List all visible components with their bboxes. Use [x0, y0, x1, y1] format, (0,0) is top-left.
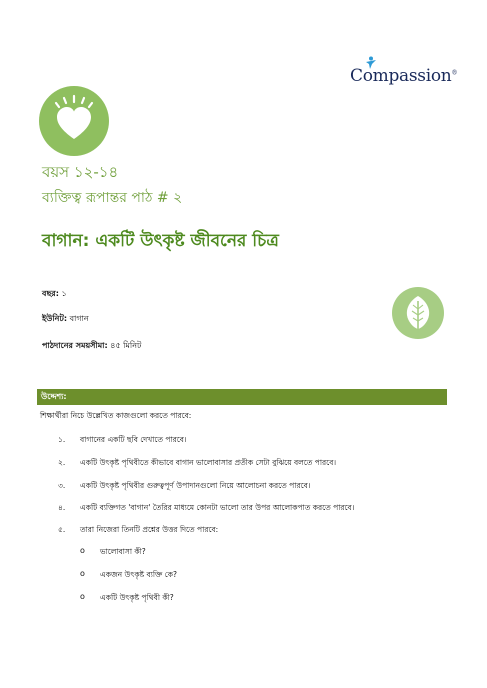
meta-year [42, 288, 67, 301]
objectives-header [37, 389, 447, 405]
objectives-intro: শিক্ষার্থীরা নিচে উল্লেখিত কাজগুলো করতে পারবে: [40, 411, 192, 420]
duration-label: পাঠদানের সময়সীমা: [42, 341, 108, 350]
year-label: বছর: [42, 289, 59, 298]
meta-unit [42, 313, 89, 326]
question-text: একজন উৎকৃষ্ট ব্যক্তি কে? [100, 570, 177, 579]
item-number: ১. [58, 435, 66, 444]
unit-value: বাগান [69, 314, 89, 323]
question-text: ভালোবাসা কী? [100, 547, 146, 556]
objectives-heading: উদ্দেশ্য: [41, 392, 67, 401]
compassion-logo [350, 58, 458, 92]
item-text: তারা নিজেরা তিনটি প্রশ্নের উত্তর দিতে পারবে: [80, 525, 219, 534]
heart-badge [39, 86, 109, 156]
age-range: বয়স ১২-১৪ [42, 163, 119, 181]
logo-registered-mark: ® [451, 69, 458, 77]
heart-icon [39, 86, 109, 156]
leaf-badge [392, 287, 444, 339]
bullet-icon: o [80, 546, 85, 555]
item-text: একটি ব্যক্তিগত 'বাগান' তৈরির মাধ্যমে কোনটা ভালো তার উপর আলোকপাত করতে পারবে। [80, 503, 355, 512]
item-number: ৩. [58, 481, 66, 490]
bullet-icon: o [80, 569, 85, 578]
item-text: একটি উৎকৃষ্ট পৃথিবীর গুরুত্বপূর্ণ উপাদানগুলো নিয়ে আলোচনা করতে পারবে। [80, 481, 311, 490]
item-text: বাগানের একটি ছবি দেখাতে পারবে। [80, 435, 187, 444]
lesson-number: ব্যক্তিত্ব রূপান্তর পাঠ # ২ [42, 190, 183, 206]
unit-label: ইউনিট: [42, 314, 68, 323]
question-text: একটি উৎকৃষ্ট পৃথিবী কী? [100, 593, 174, 602]
meta-duration [42, 340, 141, 353]
item-number: ২. [58, 458, 66, 467]
year-value: ১ [61, 289, 67, 298]
item-number: ৫. [58, 525, 66, 534]
page-title: বাগান: একটি উৎকৃষ্ট জীবনের চিত্র [42, 231, 279, 251]
duration-value: ৪৫ মিনিট [110, 341, 142, 350]
bullet-icon: o [80, 592, 85, 601]
item-number: ৪. [58, 503, 66, 512]
logo-text: Compassion [350, 66, 452, 86]
leaf-icon [392, 287, 444, 339]
item-text: একটি উৎকৃষ্ট পৃথিবীতে কীভাবে বাগান ভালোবাসার প্রতীক সেটা বুঝিয়ে বলতে পারবে। [80, 458, 337, 467]
